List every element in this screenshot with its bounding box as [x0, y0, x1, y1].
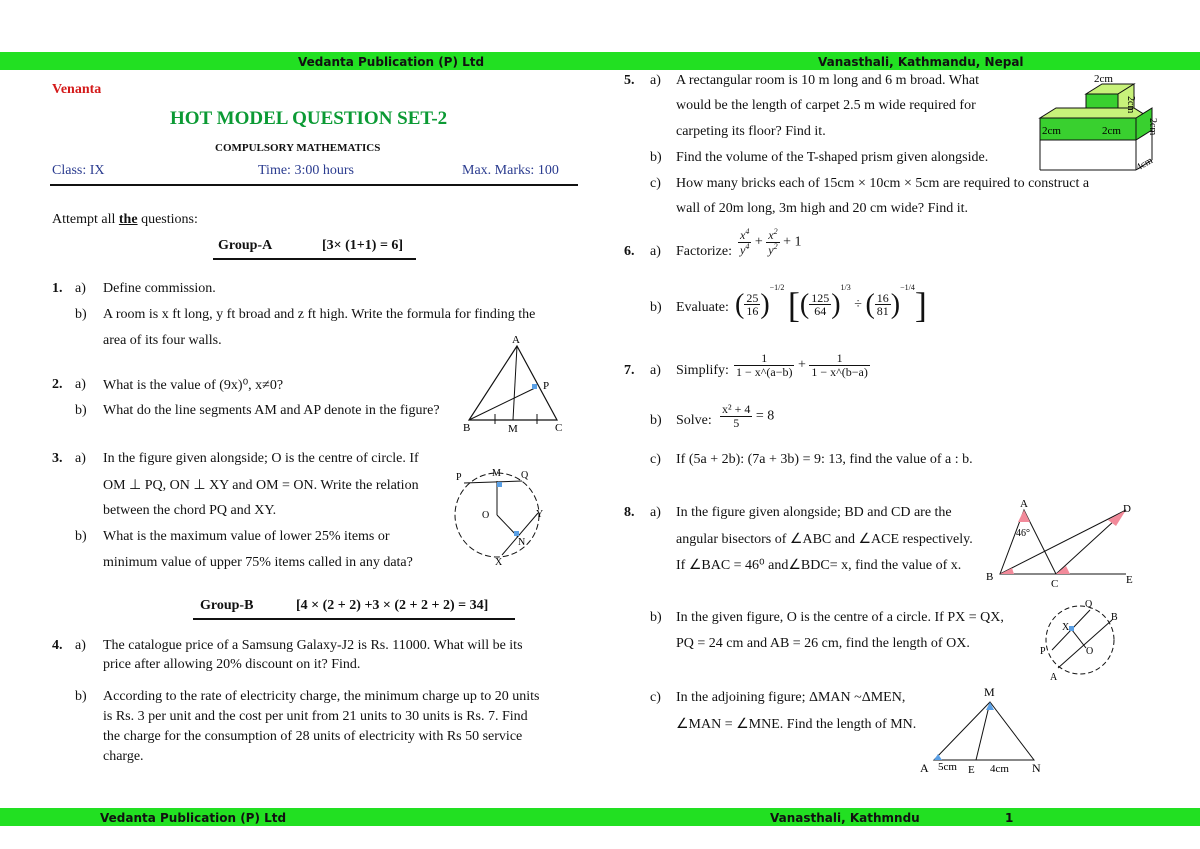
fig8b-label-q: Q: [1085, 599, 1093, 610]
fig8b-label-x: X: [1062, 622, 1070, 633]
group-a-label: Group-A: [218, 238, 273, 253]
fig2-label-c: C: [555, 422, 563, 434]
q8a-text-3: If ∠BAC = 46⁰ and∠BDC= x, find the value of x.: [676, 558, 962, 573]
evaluate-expression: ( $\frac{25}{16}$ )$^{-1/2}$ [( $\frac{125}{64}$ )$^{1/3}$ ÷ ( $\frac{16}{81}$ )$^{-1/4}$]: [735, 283, 927, 325]
q2a-text: What is the value of (9x)⁰, x≠0?: [103, 378, 284, 393]
q5c-text-2: wall of 20m long, 3m high and 20 cm wide? Find it.: [676, 201, 969, 216]
q8b-label: b): [650, 610, 662, 625]
q8a-text-2: angular bisectors of ∠ABC and ∠ACE respectively.: [676, 532, 973, 547]
class-label: Class: IX: [52, 163, 105, 178]
q5b-label: b): [650, 150, 662, 165]
page-number: 1: [1005, 811, 1014, 825]
q5c-label: c): [650, 176, 661, 191]
q6a-label: a): [650, 244, 661, 259]
q8c-label: c): [650, 690, 661, 705]
fig3-label-q: Q: [521, 470, 529, 481]
q7b-text: Solve:: [676, 413, 712, 428]
q3a-label: a): [75, 451, 86, 466]
fig5-right-2: 2cm: [1147, 118, 1158, 136]
fig3-label-y: Y: [536, 509, 544, 520]
q7a-label: a): [650, 363, 661, 378]
q5a-label: a): [650, 73, 661, 88]
q8c-text-2: ∠MAN = ∠MNE. Find the length of MN.: [676, 717, 917, 732]
t-prism-figure: [1036, 74, 1176, 174]
q3a-text-2: OM ⊥ PQ, ON ⊥ XY and OM = ON. Write the relation: [103, 478, 419, 493]
q4-number: 4.: [52, 638, 63, 653]
header-bar: [0, 52, 1200, 70]
fig3-label-o: O: [482, 510, 490, 521]
q1b-label: b): [75, 307, 87, 322]
q7-number: 7.: [624, 363, 635, 378]
simplify-expression: $\frac{1}{1 - x\^{}(a-b)}$ + $\frac{1}{1 - x\^{}(b-a)}$: [736, 351, 868, 379]
q7b-label: b): [650, 413, 662, 428]
group-b-label: Group-B: [200, 598, 254, 613]
q3a-text: In the figure given alongside; O is the centre of circle. If: [103, 451, 419, 466]
fig8c-label-m: M: [984, 685, 995, 699]
circle-figure-q8: [1038, 596, 1122, 682]
fig8b-label-b: B: [1111, 612, 1118, 623]
q4b-text-4: charge.: [103, 749, 144, 764]
subject: COMPULSORY MATHEMATICS: [215, 142, 381, 154]
fig8c-label-n: N: [1032, 761, 1041, 775]
q4b-label: b): [75, 689, 87, 704]
q1b-text: A room is x ft long, y ft broad and z ft high. Write the formula for finding the: [103, 307, 536, 322]
factorize-expression: $\frac{x^4}{y^4}$ + $\frac{x^2}{y^2}$ + 1: [740, 227, 802, 257]
q2a-label: a): [75, 377, 86, 392]
q4a-label: a): [75, 638, 86, 653]
fig2-label-p: P: [543, 380, 550, 392]
q8-number: 8.: [624, 505, 635, 520]
triangle-figure: [455, 332, 580, 436]
fig8c-label-a: A: [920, 761, 929, 775]
q3a-text-3: between the chord PQ and XY.: [103, 503, 277, 518]
group-b-marks: [4 × (2 + 2) +3 × (2 + 2 + 2) = 34]: [296, 598, 489, 613]
q2b-text: What do the line segments AM and AP denote in the figure?: [103, 403, 440, 418]
q2b-label: b): [75, 403, 87, 418]
q2-number: 2.: [52, 377, 63, 392]
header-rule: [50, 184, 578, 186]
q7c-label: c): [650, 452, 661, 467]
fig8c-label-e: E: [968, 764, 975, 776]
q5b-text: Find the volume of the T-shaped prism given alongside.: [676, 150, 989, 165]
fig3-label-p: P: [456, 472, 462, 483]
circle-figure-q3: [452, 465, 552, 567]
q5-number: 5.: [624, 73, 635, 88]
fig8b-label-p: P: [1040, 646, 1046, 657]
fig8a-angle: 46°: [1016, 528, 1030, 539]
q4b-text: According to the rate of electricity charge, the minimum charge up to 20 units: [103, 689, 540, 704]
q5a-text-3: carpeting its floor? Find it.: [676, 124, 826, 139]
similar-triangle-figure: [916, 684, 1056, 776]
fig5-right-1: 2cm: [1125, 96, 1136, 114]
q8b-text: In the given figure, O is the centre of a circle. If PX = QX,: [676, 610, 1004, 625]
q1a-text: Define commission.: [103, 281, 216, 296]
solve-expression: $\frac{\text{x² + 4}}{5}$ = 8: [722, 402, 775, 430]
fig2-label-a: A: [512, 334, 520, 346]
q3b-label: b): [75, 529, 87, 544]
fig8a-label-a: A: [1020, 498, 1028, 510]
q5c-text: How many bricks each of 15cm × 10cm × 5cm are required to construct a: [676, 176, 1090, 191]
fig8a-label-b: B: [986, 571, 994, 583]
fig8a-label-c: C: [1051, 578, 1059, 588]
footer-bar: [0, 808, 1200, 826]
fig8c-length-en: 4cm: [990, 763, 1009, 775]
q3b-text-2: minimum value of upper 75% items called in any data?: [103, 555, 413, 570]
q4a-text: The catalogue price of a Samsung Galaxy-J2 is Rs. 11000. What will be its: [103, 638, 523, 653]
q6-number: 6.: [624, 244, 635, 259]
q1b-text-2: area of its four walls.: [103, 333, 222, 348]
q5a-text: A rectangular room is 10 m long and 6 m broad. What: [676, 73, 980, 88]
q3b-text: What is the maximum value of lower 25% items or: [103, 529, 390, 544]
header-right: Vanasthali, Kathmandu, Nepal: [818, 55, 1024, 69]
q4b-text-3: the charge for the consumption of 28 units of electricity with Rs 50 service: [103, 729, 523, 744]
group-b-rule: [193, 618, 515, 620]
q5a-text-2: would be the length of carpet 2.5 m wide required for: [676, 98, 976, 113]
q7a-text: Simplify:: [676, 363, 729, 378]
page-title: HOT MODEL QUESTION SET-2: [170, 108, 448, 129]
fig2-label-b: B: [463, 422, 471, 434]
fig3-label-m: M: [492, 468, 501, 479]
group-a-rule: [213, 258, 416, 260]
q8c-text: In the adjoining figure; ΔMAN ~ΔMEN,: [676, 690, 906, 705]
footer-left: Vedanta Publication (P) Ltd: [100, 811, 287, 825]
fig3-label-n: N: [518, 537, 526, 548]
q6a-text: Factorize:: [676, 244, 732, 259]
fig5-mid-label: 2cm: [1102, 125, 1121, 137]
fig8b-label-a: A: [1050, 672, 1058, 682]
q8b-text-2: PQ = 24 cm and AB = 26 cm, find the length of OX.: [676, 636, 970, 651]
fig8b-label-o: O: [1086, 646, 1094, 657]
q3-number: 3.: [52, 451, 63, 466]
fig2-label-m: M: [508, 423, 518, 435]
q7c-text: If (5a + 2b): (7a + 3b) = 9: 13, find the value of a : b.: [676, 452, 973, 467]
marks-label: Max. Marks: 100: [462, 163, 559, 178]
time-label: Time: 3:00 hours: [258, 163, 354, 178]
fig5-depth-label: 4cm: [1134, 155, 1155, 174]
q6b-label: b): [650, 300, 662, 315]
header-left: Vedanta Publication (P) Ltd: [298, 55, 485, 69]
fig8a-label-d: D: [1123, 503, 1131, 515]
brand: Venanta: [52, 82, 102, 97]
fig8c-length-ae: 5cm: [938, 761, 957, 773]
q1a-label: a): [75, 281, 86, 296]
q4a-text-2: price after allowing 20% discount on it? Find.: [103, 657, 361, 672]
fig3-label-x: X: [495, 557, 503, 567]
footer-right: Vanasthali, Kathmndu: [770, 811, 920, 825]
q4b-text-2: is Rs. 3 per unit and the cost per unit from 21 units to 30 units is Rs. 7. Find: [103, 709, 528, 724]
q6b-text: Evaluate:: [676, 300, 729, 315]
group-a-marks: [3× (1+1) = 6]: [322, 238, 404, 253]
instruction: Attempt all the questions:: [52, 212, 198, 227]
q8a-label: a): [650, 505, 661, 520]
fig5-left-label: 2cm: [1042, 125, 1061, 137]
bisector-figure: [980, 496, 1140, 588]
q8a-text: In the figure given alongside; BD and CD are the: [676, 505, 952, 520]
q1-number: 1.: [52, 281, 63, 296]
fig8a-label-e: E: [1126, 574, 1133, 586]
fig5-top-label: 2cm: [1094, 74, 1113, 85]
